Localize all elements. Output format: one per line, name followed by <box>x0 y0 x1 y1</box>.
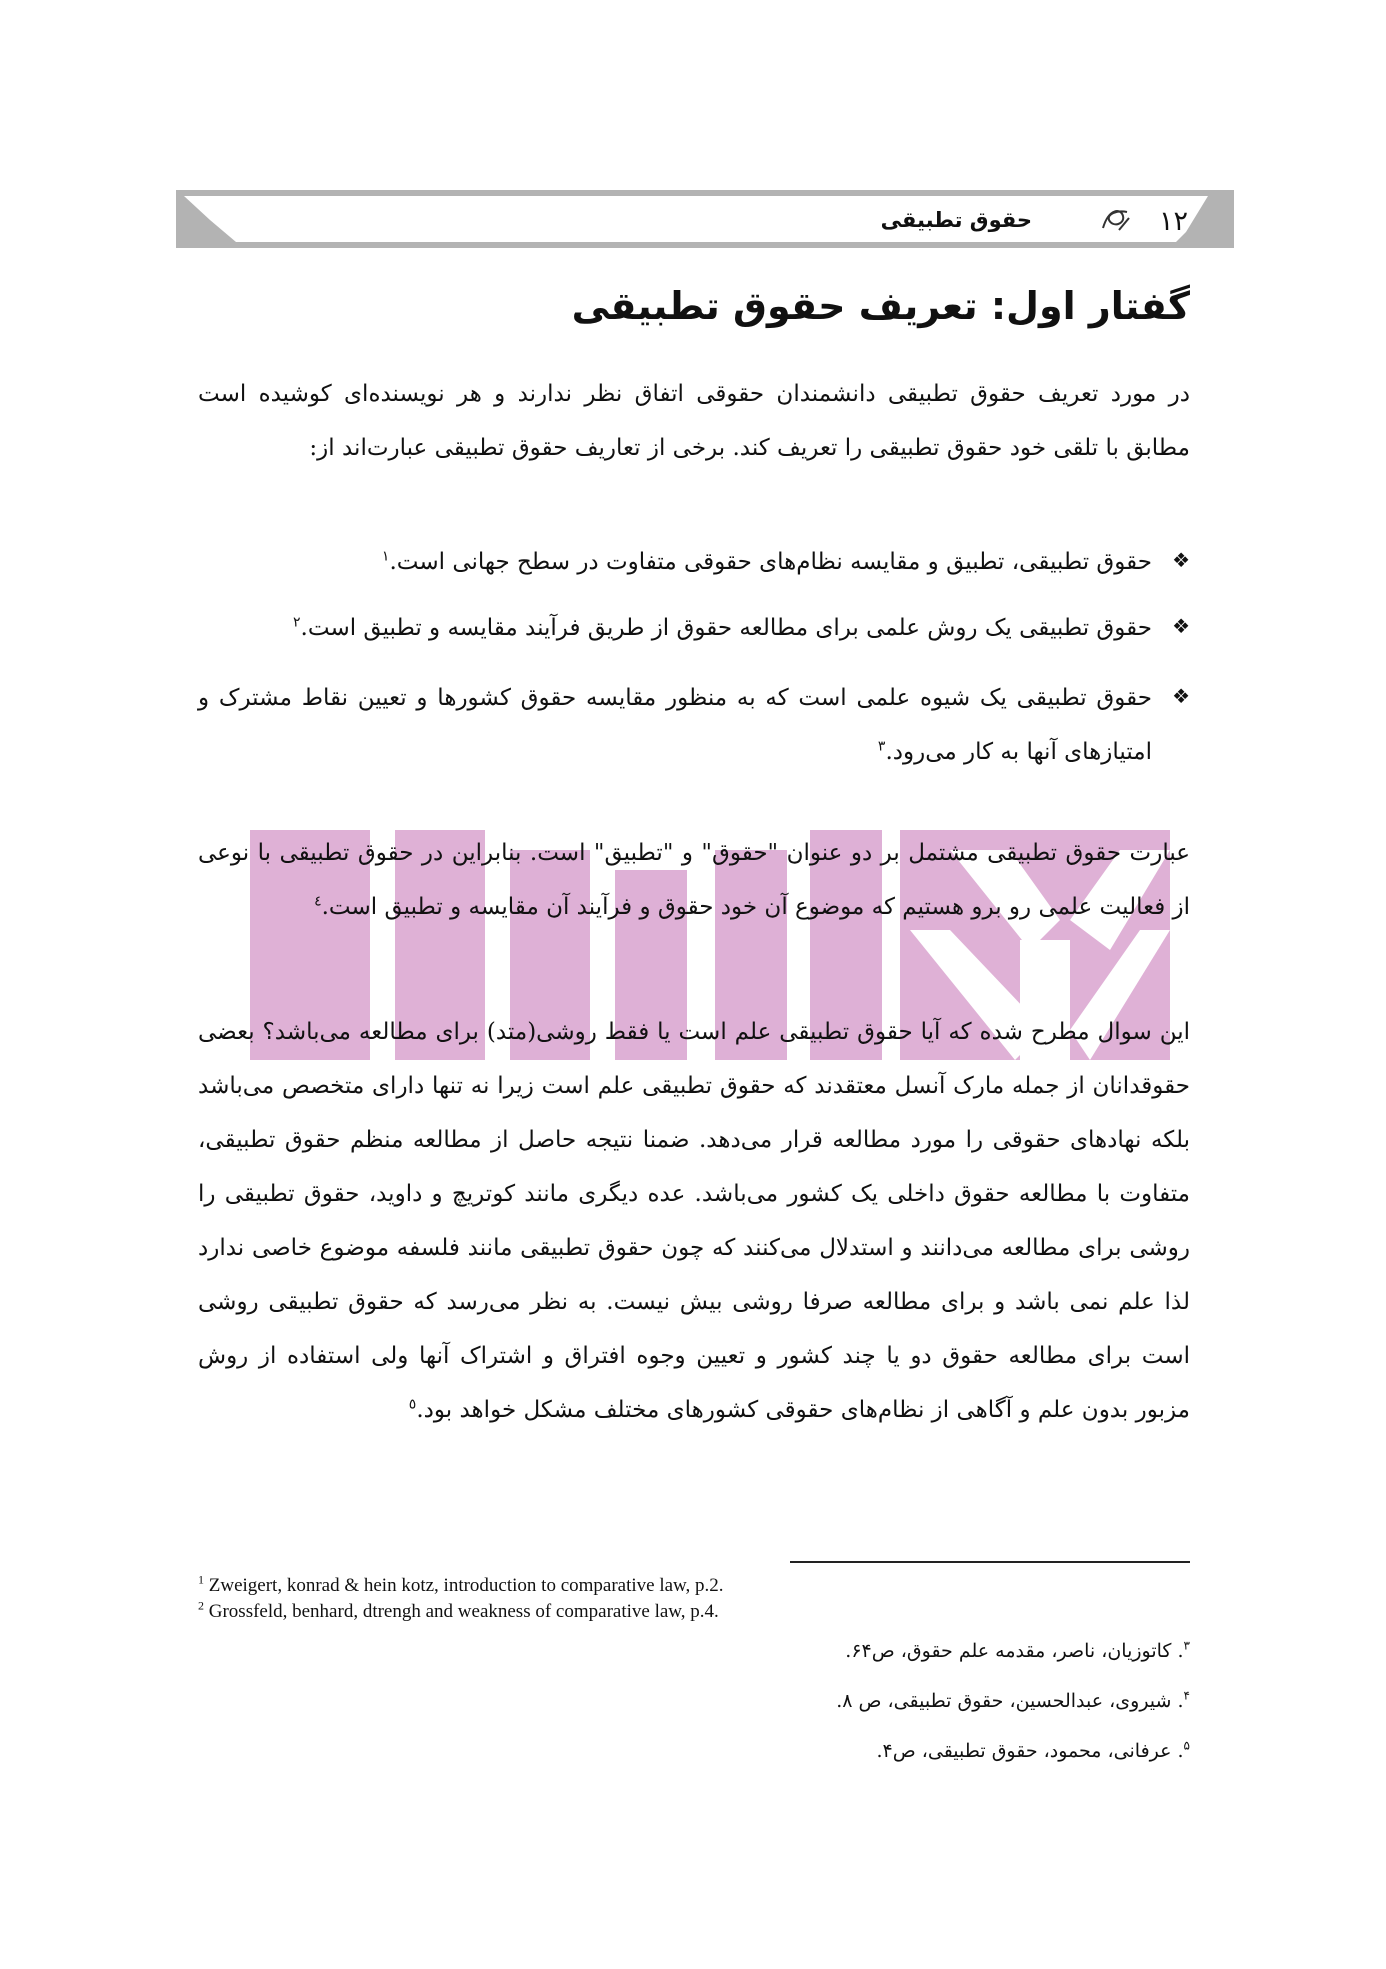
footnote-text: . شیروی، عبدالحسین، حقوق تطبیقی، ص ۸. <box>836 1690 1184 1712</box>
paragraph-text: عبارت حقوق تطبیقی مشتمل بر دو عنوان "حقوق" و "تطبیق" است. بنابراین در حقوق تطبیقی با نوعی از فعالیت علمی رو برو هستیم که موضوع آن خود حقوق و فرآیند آن مقایسه و تطبیق است. <box>198 840 1190 920</box>
paragraph <box>198 1005 1190 1437</box>
diamond-bullet-icon: ❖ <box>1172 614 1190 638</box>
footnote-text: Grossfeld, benhard, dtrengh and weakness of comparative law, p.4. <box>208 1601 719 1622</box>
paragraph-text: این سوال مطرح شده که آیا حقوق تطبیقی علم است یا فقط روشی(متد) برای مطالعه می‌باشد؟ بعضی حقوقدانان از جمله مارک آنسل معتقدند که حقوق تطبیقی علم است زیرا نه تنها دارای متخصص می‌باشد بلکه نهادهای حقوقی را مورد مطالعه قرار می‌دهد. ضمنا نتیجه حاصل از مطالعه منظم حقوق تطبیقی، متفاوت با مطالعه حقوق داخلی یک کشور می‌باشد. عده دیگری مانند کوتریچ و داوید، حقوق تطبیقی را روشی برای مطالعه می‌دانند و استدلال می‌کنند که چون حقوق تطبیقی مانند فلسفه موضوع خاصی ندارد لذا علم نمی باشد و برای مطالعه صرفا روشی بیش نیست. به نظر می‌رسد که حقوق تطبیقی روشی است برای مطالعه حقوق دو یا چند کشور و تعیین وجوه افتراق و اشتراک آنها ولی استفاده از روش مزبور بدون علم و آگاهی از نظام‌های حقوقی کشورهای مختلف مشکل خواهد بود. <box>198 1019 1190 1423</box>
footnote <box>836 1690 1190 1712</box>
footnote-number: ۳ <box>1183 1638 1190 1653</box>
footnote-number: 1 <box>198 1572 204 1587</box>
list-item <box>198 599 1190 655</box>
footnote-number: 2 <box>198 1598 204 1613</box>
footnote <box>845 1640 1190 1662</box>
list-item-text: حقوق تطبیقی یک روش علمی برای مطالعه حقوق از طریق فرآیند مقایسه و تطبیق است. <box>300 615 1152 641</box>
definition-list <box>198 533 1190 779</box>
running-header <box>176 190 1234 248</box>
intro-paragraph <box>198 367 1190 475</box>
footnote-ref: ٥ <box>408 1396 417 1413</box>
diamond-bullet-icon: ❖ <box>1172 548 1190 572</box>
footnote-ref: ٤ <box>314 893 322 910</box>
footnote <box>198 1598 719 1623</box>
footnote-text: Zweigert, konrad & hein kotz, introduction to comparative law, p.2. <box>208 1575 724 1596</box>
list-item <box>198 669 1190 779</box>
page-number: ۱۲ <box>1158 206 1188 237</box>
footnote-number: ۴ <box>1183 1688 1190 1703</box>
diamond-bullet-icon: ❖ <box>1172 684 1190 708</box>
footnote-ref: ۲ <box>293 614 301 631</box>
footnote-ref: ۱ <box>381 548 390 565</box>
paragraph <box>198 826 1190 934</box>
footnote-text: . کاتوزیان، ناصر، مقدمه علم حقوق، ص۶۴. <box>845 1640 1184 1662</box>
chapter-title: گفتار اول: تعریف حقوق تطبیقی <box>571 284 1190 328</box>
footnote <box>876 1740 1190 1762</box>
footnote-separator <box>790 1561 1190 1563</box>
footnote-ref: ۳ <box>877 738 886 755</box>
list-item-text: حقوق تطبیقی یک شیوه علمی است که به منظور مقایسه حقوق کشورها و تعیین نقاط مشترک و امتیازهای آنها به کار می‌رود. <box>198 685 1152 765</box>
book-title: حقوق تطبیقی <box>880 208 1032 232</box>
intro-text: در مورد تعریف حقوق تطبیقی دانشمندان حقوقی اتفاق نظر ندارند و هر نویسنده‌ای کوشیده است مطابق با تلقی خود حقوق تطبیقی را تعریف کند. برخی از تعاریف حقوق تطبیقی عبارت‌اند از: <box>198 381 1190 461</box>
list-item-text: حقوق تطبیقی، تطبیق و مقایسه نظام‌های حقوقی متفاوت در سطح جهانی است. <box>389 549 1152 575</box>
list-item <box>198 533 1190 589</box>
header-band <box>176 190 1234 248</box>
footnote-text: . عرفانی، محمود، حقوق تطبیقی، ص۴. <box>876 1740 1184 1762</box>
footnote-number: ۵ <box>1183 1738 1190 1753</box>
footnote <box>198 1572 724 1597</box>
